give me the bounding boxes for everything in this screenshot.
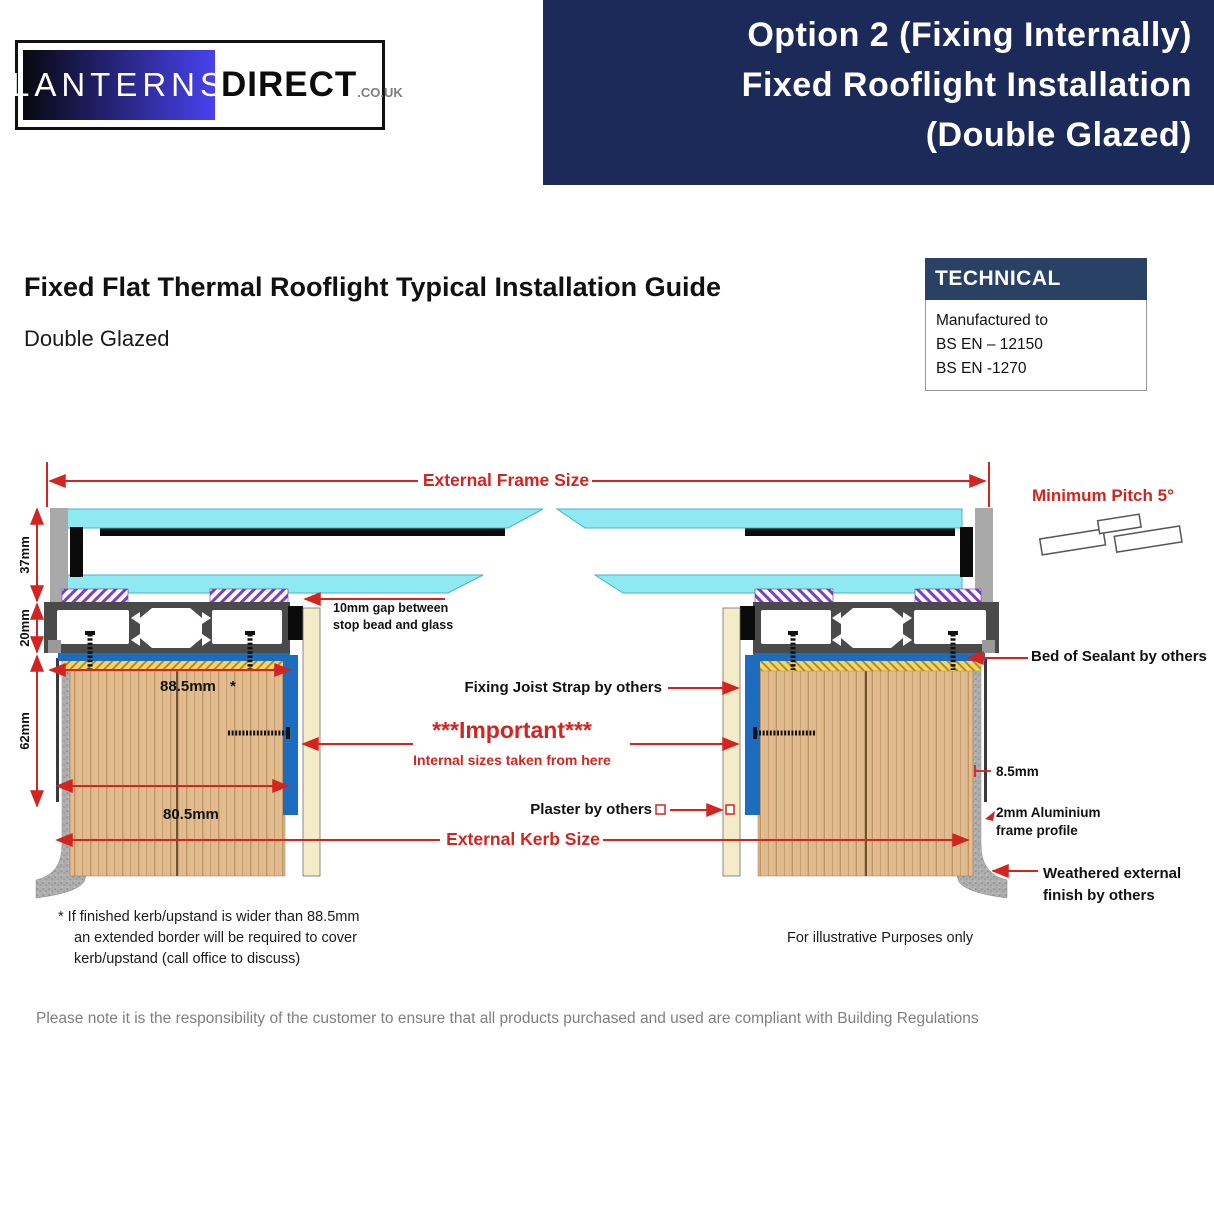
dim-85mm-label: 8.5mm [996,764,1039,779]
alu-profile-line-2: frame profile [996,823,1078,838]
technical-line-3: BS EN -1270 [936,360,1027,377]
alu-profile-label [996,804,1101,840]
technical-box [925,258,1147,391]
dim-885mm-label [160,678,236,695]
kerb-footnote [58,907,359,970]
illustrative-note: For illustrative Purposes only [787,930,974,946]
glass-spacer-strip-left [100,528,505,536]
dim-20mm-label: 20mm [17,609,32,647]
logo-suffix-text: .CO.UK [357,84,403,100]
dim-885mm-asterisk: * [230,678,236,695]
weathered-finish-label [1043,863,1181,907]
kerb-footnote-line-2: an extended border will be required to cover [74,930,357,946]
option-banner [543,0,1214,185]
outer-pane-left [62,509,543,528]
logo-primary-text: LANTERNS [10,66,228,103]
technical-line-1: Manufactured to [936,312,1049,329]
bed-of-sealant-label: Bed of Sealant by others [1031,648,1207,665]
alu-profile-line-1: 2mm Aluminium [996,805,1101,820]
dim-805mm-label: 80.5mm [163,806,219,823]
fixing-joist-label: Fixing Joist Strap by others [464,679,662,696]
page-title: Fixed Flat Thermal Rooflight Typical Installation Guide [24,272,722,302]
technical-line-2: BS EN – 12150 [936,336,1043,353]
technical-box-heading: TECHNICAL [925,258,1147,300]
gap-note-line-1: 10mm gap between [333,601,449,615]
logo-secondary-text: DIRECT [221,65,358,104]
external-kerb-size-label: External Kerb Size [446,829,600,849]
important-label: ***Important*** [432,717,592,743]
gap-note [333,600,453,633]
glass-spacer-strip-right [745,528,955,536]
compliance-note: Please note it is the responsibility of the customer to ensure that all products purchased and used are compliant with Building Regulations [36,1010,979,1027]
outer-pane-right [557,509,962,528]
banner-line-2: Fixed Rooflight Installation [741,66,1192,104]
dim-62mm-label: 62mm [17,712,32,750]
internal-sizes-label: Internal sizes taken from here [413,752,611,768]
kerb-footnote-line-3: kerb/upstand (call office to discuss) [74,951,301,967]
banner-line-3: (Double Glazed) [925,116,1192,154]
minimum-pitch-icon [1038,508,1182,563]
gap-note-line-2: stop bead and glass [333,617,454,632]
logo-gradient-block [10,50,228,120]
dim-885mm-value: 88.5mm [160,678,216,695]
minimum-pitch-label: Minimum Pitch 5° [1032,486,1174,505]
double-glazing-panes [62,509,962,593]
weathered-finish-line-1: Weathered external [1043,865,1182,882]
weathered-finish-line-2: finish by others [1043,887,1155,904]
page-subtitle: Double Glazed [24,326,170,351]
dim-37mm-label: 37mm [17,536,32,574]
lanterns-direct-logo [10,40,403,130]
kerb-footnote-line-1: * If finished kerb/upstand is wider than 88.5mm [58,909,360,925]
banner-line-1: Option 2 (Fixing Internally) [747,16,1192,54]
plaster-label: Plaster by others [530,801,652,818]
external-frame-size-label: External Frame Size [422,470,590,490]
technical-box-body [925,300,1147,391]
